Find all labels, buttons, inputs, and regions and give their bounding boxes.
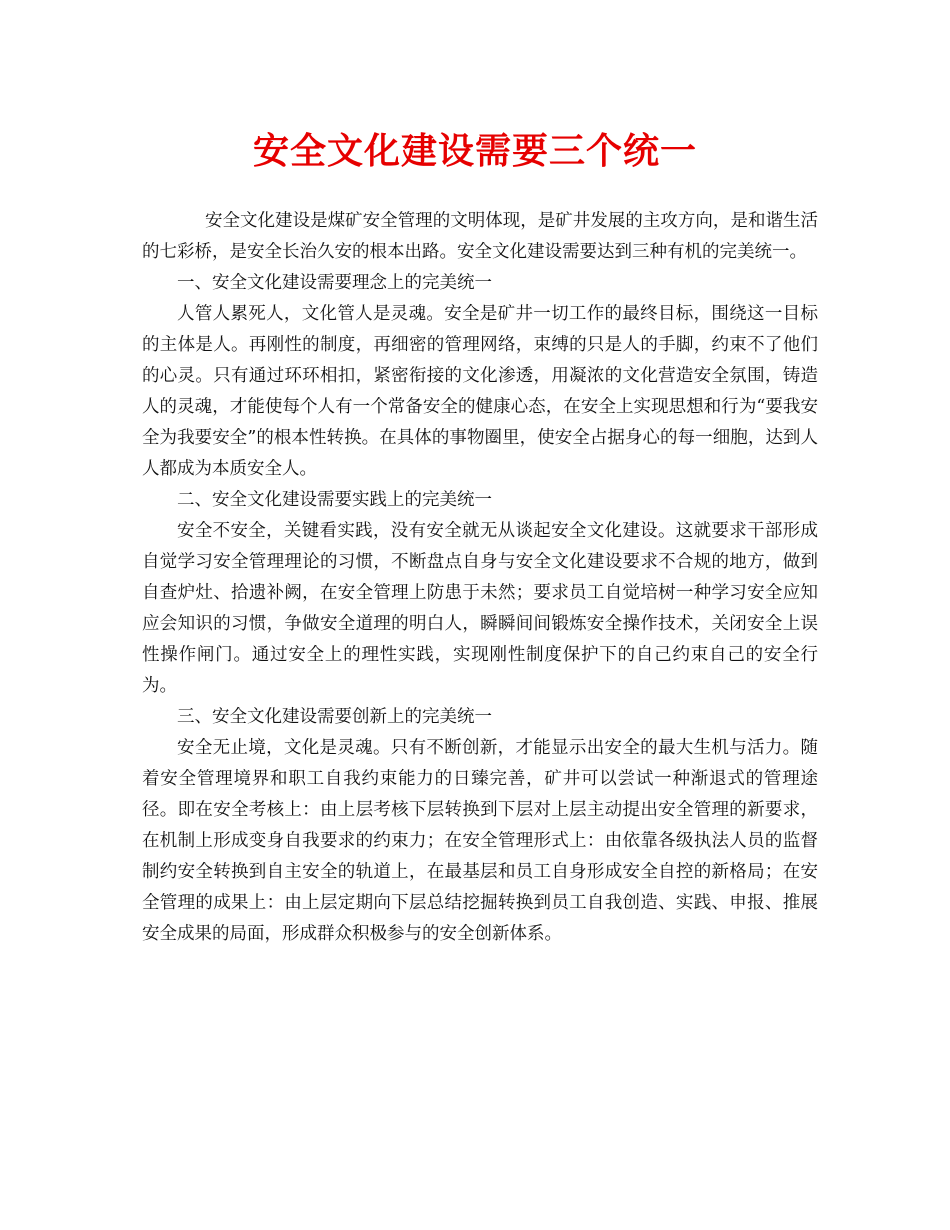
page-title: 安全文化建设需要三个统一 [252,130,697,172]
section-paragraph-3: 安全无止境，文化是灵魂。只有不断创新，才能显示出安全的最大生机与活力。随着安全管理境界和职工自我约束能力的日臻完善，矿井可以尝试一种渐退式的管理途径。即在安全考核上：由上层考核下层转换到下层对上层主动提出安全管理的新要求，在机制上形成变身自我要求的约束力；在安全管理形式上：由依靠各级执法人员的监督制约安全转换到自主安全的轨道上，在最基层和员工自身形成安全自控的新格局；在安全管理的成果上：由上层定期向下层总结挖掘转换到员工自我创造、实践、申报、推展安全成果的局面，形成群众积极参与的安全创新体系。 [142,738,818,944]
section-paragraph-2: 安全不安全，关键看实践，没有安全就无从谈起安全文化建设。这就要求干部形成自觉学习安全管理理论的习惯，不断盘点自身与安全文化建设要求不合规的地方，做到自查炉灶、拾遗补阙，在安全管理上防患于未然；要求员工自觉培树一种学习安全应知应会知识的习惯，争做安全道理的明白人，瞬瞬间间锻炼安全操作技术，关闭安全上误性操作闸门。通过安全上的理性实践，实现刚性制度保护下的自己约束自己的安全行为。 [142,521,818,696]
section-heading-3: 三、安全文化建设需要创新上的完美统一 [177,707,492,727]
section-heading-2: 二、安全文化建设需要实践上的完美统一 [177,490,492,510]
document-body [142,206,818,950]
intro-paragraph: 安全文化建设是煤矿安全管理的文明体现，是矿井发展的主攻方向，是和谐生活的七彩桥，是安全长治久安的根本出路。安全文化建设需要达到三种有机的完美统一。 [142,211,818,262]
section-paragraph-1: 人管人累死人，文化管人是灵魂。安全是矿井一切工作的最终目标，围绕这一目标的主体是人。再刚性的制度，再细密的管理网络，束缚的只是人的手脚，约束不了他们的心灵。只有通过环环相扣，紧密衔接的文化渗透，用凝浓的文化营造安全氛围，铸造人的灵魂，才能使每个人有一个常备安全的健康心态，在安全上实现思想和行为“要我安全为我要安全”的根本性转换。在具体的事物圈里，使安全占据身心的每一细胞，达到人人都成为本质安全人。 [142,304,818,479]
section-heading-1: 一、安全文化建设需要理念上的完美统一 [177,273,492,293]
